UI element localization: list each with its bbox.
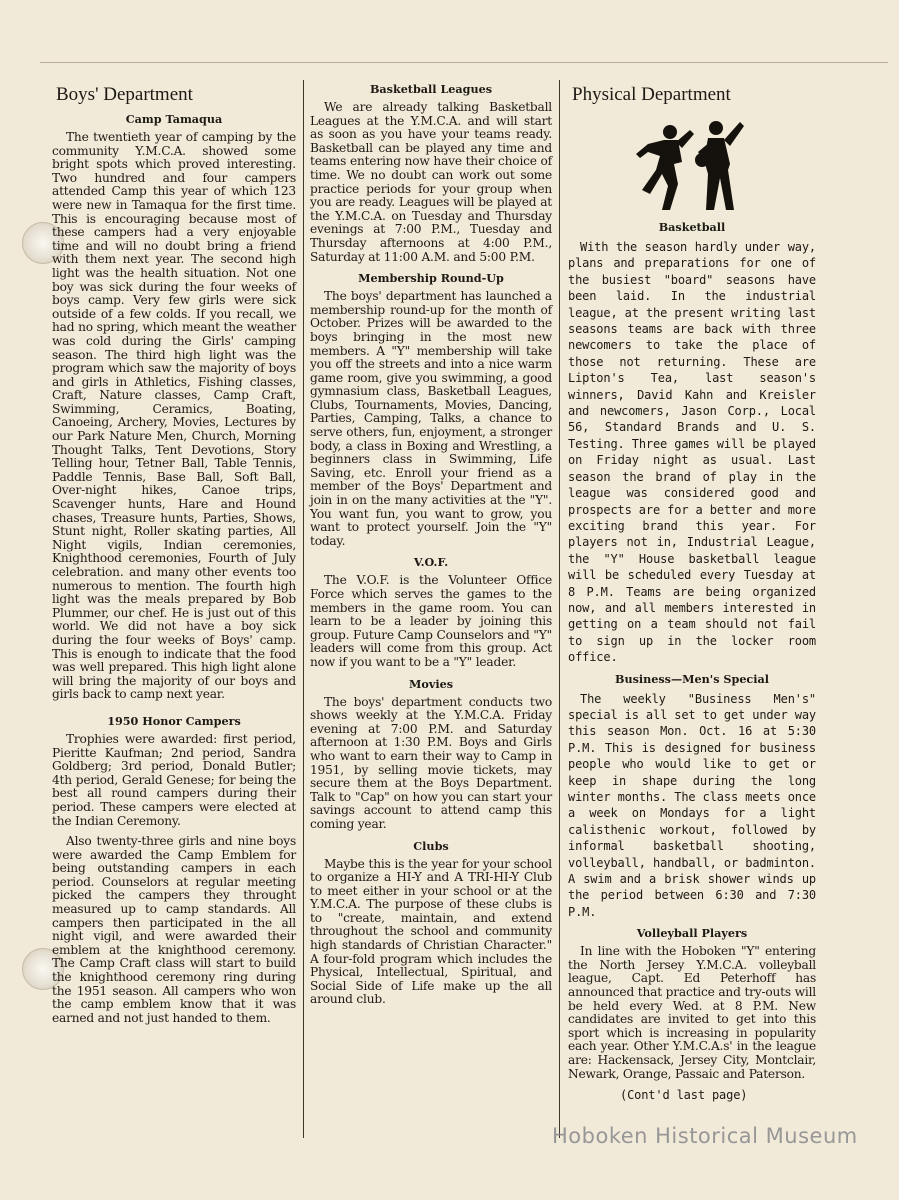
business-mens-text: The weekly "Business Men's" special is all set to get under way this season Mon. Oct. 16 at 5:30 P.M. This is designed for business people who would like to get or keep in shape during the long winter months. The class meets once a week on Mondays for a light calisthenic workout, followed by informal basketball shooting, volleyball, handball, or badminton. A swim and a brisk shower winds up the period between 6:30 and 7:30 P.M.	[568, 691, 816, 919]
camp-tamaqua-text: The twentieth year of camping by the community Y.M.C.A. showed some bright spots which proved interesting. Two hundred and four campers attended Camp this year of which 123 were new in Tamaqua for the first time. This is encouraging because most of these campers had a very enjoyable time and will no doubt bring a friend with them next year. The second high light was the health situation. Not one boy was sick during the four weeks of boys camp. Very few girls were sick outside of a few colds. If you recall, we had no spring, which meant the weather was cold during the Girls' camping season. The third high light was the program which saw the majority of boys and girls in Athletics, Fishing classes, Craft, Nature classes, Camp Craft, Swimming, Ceramics, Boating, Canoeing, Archery, Movies, Lectures by our Park Nature Men, Church, Morning Thought Talks, Tent Devotions, Story Telling hour, Tetner Ball, Table Tennis, Paddle Tennis, Base Ball, Soft Ball, Over-night hikes, Canoe trips, Scavenger hunts, Hare and Hound chases, Treasure hunts, Parties, Shows, Stunt night, Roller skating parties, All Night vigils, Indian ceremonies, Knighthood ceremonies, Fourth of July celebration. and many other events too numerous to mention. The fourth high light was the meals prepared by Bob Plummer, our chef. He is just out of this world. We did not have a boy sick during the four weeks of Boys' camp. This is enough to indicate that the food was well prepared. This high light alone will bring the majority of our boys and girls back to camp next year.	[52, 130, 296, 702]
physical-department-title: Physical Department	[572, 84, 731, 105]
clubs-text: Maybe this is the year for your school to organize a HI-Y and A TRI-HI-Y Club to meet either in your school or at the Y.M.C.A. The purpose of these clubs is to "create, maintain, and extend throughout the school and community high standards of Christian Character." A four-fold program which includes the Physical, Intellectual, Spiritual, and Social Side of Life make up the all around club.	[310, 856, 552, 1007]
continued-note: (Cont'd last page)	[620, 1088, 748, 1103]
clubs-heading: Clubs	[413, 838, 449, 853]
column-divider-right	[559, 80, 560, 1138]
honor-campers-text-1: Trophies were awarded: first period, Pieritte Kaufman; 2nd period, Sandra Goldberg; 3rd period, Donald Butler; 4th period, Gerald Genese; for being the best all round campers during their period. These campers were elected at the Indian Ceremony.	[52, 731, 296, 828]
membership-text: The boys' department has launched a membership round-up for the month of October. Prizes will be awarded to the boys bringing in the most new members. A "Y" membership will take you off the streets and into a nice warm game room, give you swimming, a good gymnasium class, Basketball Leagues, Clubs, Tournaments, Movies, Dancing, Parties, Camping, Talks, a chance to serve others, fun, enjoyment, a stronger body, a class in Boxing and Wrestling, a beginners class in Swimming, Life Saving, etc. Enroll your friend as a member of the Boys' Department and join in on the many activities at the "Y". You want fun, you want to grow, you want to protect yourself. Join the "Y" today.	[310, 289, 552, 548]
physical-department-column	[568, 80, 816, 1110]
movies-heading: Movies	[408, 676, 453, 691]
boys-department-column-2	[310, 80, 552, 1014]
museum-watermark: Hoboken Historical Museum	[552, 1124, 858, 1148]
basketball-leagues-heading: Basketball Leagues	[369, 82, 493, 96]
vof-text: The V.O.F. is the Volunteer Office Force which serves the games to the members in the game room. You can learn to be a leader by joining this group. Future Camp Counselors and "Y" leaders will come from this group. Act now if you want to be a "Y" leader.	[310, 573, 552, 669]
boys-department-column-1	[52, 80, 296, 1032]
honor-campers-heading: 1950 Honor Campers	[107, 713, 241, 728]
volleyball-heading: Volleyball Players	[636, 926, 748, 941]
movies-text: The boys' department conducts two shows weekly at the Y.M.C.A. Friday evening at 7:00 P.M. and Saturday afternoon at 1:30 P.M. Boys and Girls who want to earn their way to Camp in 1951, by selling movie tickets, may secure them at the Boys Department. Talk to "Cap" on how you can start your savings account to attend camp this coming year.	[310, 694, 552, 831]
basketball-heading: Basketball	[658, 220, 726, 234]
basketball-text: With the season hardly under way, plans and preparations for one of the busiest "board" seasons have been laid. In the industrial league, at the present writing last seasons teams are back with three newcomers to take the place of those not returning. These are Lipton's Tea, last season's winners, David Kahn and Kreisler and newcomers, Jason Corp., Local 56, Standard Brands and U. S. Testing. Three games will be played on Friday night as usual. Last season the brand of play in the league was considered good and prospects are for a better and more exciting brand this year. For players not in, Industrial League, the "Y" House basketball league will be scheduled every Tuesday at 8 P.M. Teams are being organized now, and all members interested in getting on a team should not fail to sign up in the locker room office.	[568, 240, 816, 665]
column-divider-left	[303, 80, 304, 1138]
volleyball-text: In line with the Hoboken "Y" entering the North Jersey Y.M.C.A. volleyball league, Capt. Ed Peterhoff has announced that practice and try-outs will be held every Wed. at 8 P.M. New candidates are invited to get into this sport which is increasing in popularity each year. Other Y.M.C.A.s' in the league are: Hackensack, Jersey City, Montclair, Newark, Orange, Passaic and Paterson.	[568, 944, 816, 1081]
business-mens-heading: Business—Men's Special	[614, 671, 769, 686]
boys-department-title: Boys' Department	[56, 84, 193, 105]
top-rule	[40, 62, 888, 63]
basketball-players-silhouette-icon	[632, 112, 752, 214]
honor-campers-text-2: Also twenty-three girls and nine boys were awarded the Camp Emblem for being outstanding campers in each period. Counselors at regular meeting picked the campers they throught measured up to camp standards. All campers then participated in the all night vigil, and were awarded their emblem at the knighthood ceremony. The Camp Craft class will start to build the knighthood ceremony ring during the 1951 season. All campers who won the camp emblem know that it was earned and not just handed to them.	[52, 834, 296, 1025]
camp-tamaqua-heading: Camp Tamaqua	[125, 112, 223, 126]
membership-heading: Membership Round-Up	[358, 271, 504, 286]
basketball-leagues-text: We are already talking Basketball Leagues at the Y.M.C.A. and will start as soon as you have your teams ready. Basketball can be played any time and teams entering now have their choice of time. We no doubt can work out some practice periods for your group when you are ready. Leagues will be played at the Y.M.C.A. on Tuesday and Thursday evenings at 7:00 P.M., Tuesday and Thursday afternoons at 4:00 P.M., Saturday at 11:00 A.M. and 5:00 P.M.	[310, 100, 552, 264]
vof-heading: V.O.F.	[413, 555, 449, 570]
